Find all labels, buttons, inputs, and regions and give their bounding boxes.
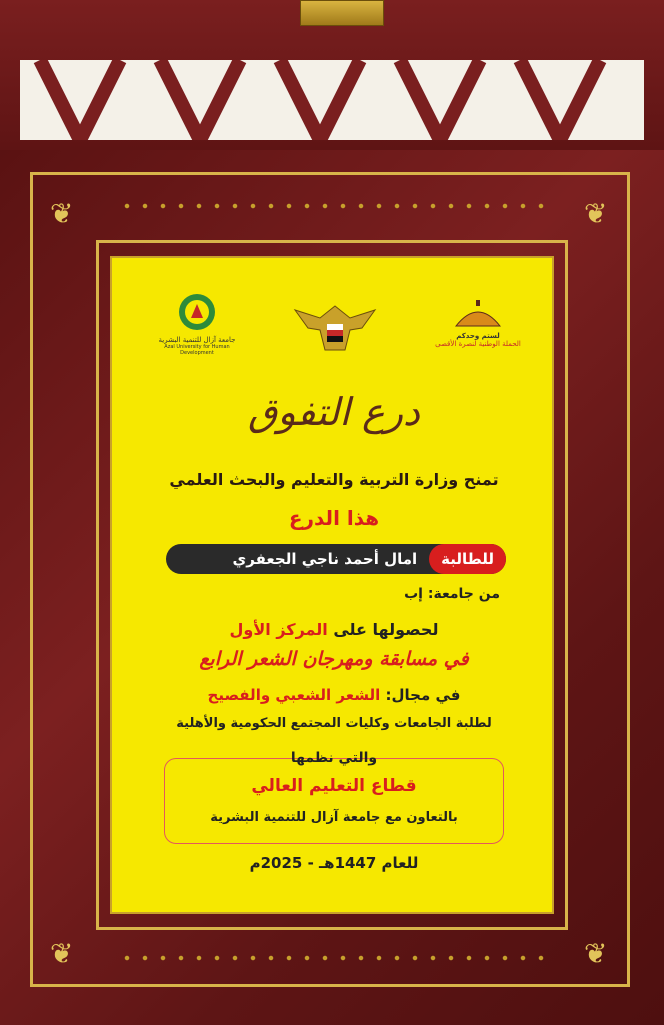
campaign-slogan: لستم وحدكم [456, 332, 500, 340]
dot-border [118, 200, 546, 212]
rank-prefix: لحصولها على [333, 620, 439, 639]
university-seal-icon [177, 292, 217, 332]
grant-line: تمنح وزارة التربية والتعليم والبحث العلمي [169, 470, 499, 489]
corner-ornament-icon: ❦ [584, 937, 608, 970]
yemen-eagle-emblem-icon [290, 298, 380, 358]
campaign-caption: الحملة الوطنية لنصرة الأقصى [435, 340, 521, 348]
university-caption: جامعة آزال للتنمية البشرية [158, 336, 236, 344]
lattice-panel [20, 60, 644, 140]
student-name-bar [166, 544, 506, 574]
lattice-pattern-icon [20, 60, 644, 140]
field-value: الشعر الشعبي والفصيح [207, 686, 381, 704]
year-line: للعام 1447هـ - 2025م [249, 854, 419, 872]
corner-ornament-icon: ❦ [50, 197, 74, 230]
university-line: من جامعة: إب [404, 586, 500, 602]
rank-value: المركز الأول [229, 620, 328, 639]
campaign-logo [430, 298, 526, 348]
university-logo [152, 292, 242, 356]
audience-line: لطلبة الجامعات وكليات المجتمع الحكومية والأهلية [176, 716, 492, 731]
contest-line: في مسابقة ومهرجان الشعر الرابع [199, 648, 469, 670]
rank-line [112, 620, 556, 639]
corner-ornament-icon: ❦ [50, 937, 74, 970]
field-prefix: في مجال: [385, 686, 461, 704]
brass-clasp [300, 0, 384, 26]
certificate-panel [110, 256, 554, 914]
student-label: للطالبة [429, 544, 506, 574]
student-name: امال أحمد ناجي الجعفري [232, 550, 418, 568]
organizer-name: قطاع التعليم العالي [251, 776, 417, 796]
shield-line: هذا الدرع [288, 506, 380, 530]
field-line [112, 686, 556, 704]
certificate-title: درع التفوق [248, 390, 420, 434]
cooperation-line: بالتعاون مع جامعة آزال للتنمية البشرية [210, 810, 458, 825]
organizer-box [164, 758, 504, 844]
dot-border [118, 952, 546, 964]
corner-ornament-icon: ❦ [584, 197, 608, 230]
university-subcaption: Azal University for Human Development [164, 344, 230, 356]
organizer-intro: والتي نظمها [290, 750, 378, 766]
dome-icon [448, 298, 508, 328]
